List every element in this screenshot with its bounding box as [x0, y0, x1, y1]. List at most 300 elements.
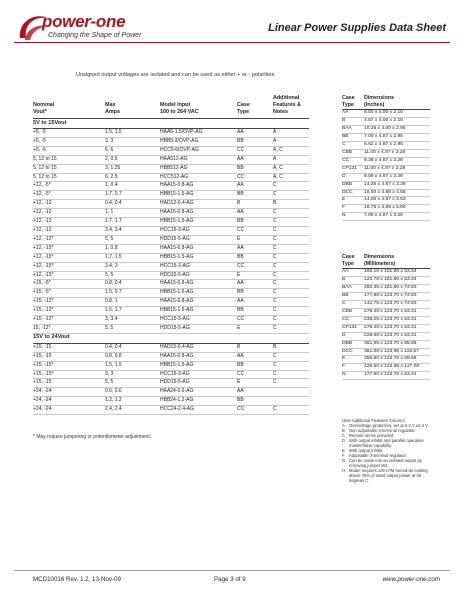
table-row	[342, 348, 430, 356]
table-cell: BAA	[342, 284, 364, 292]
table-row	[33, 226, 309, 235]
table-cell: HAA15-0.8-AG	[160, 280, 237, 289]
table-cell: +12, -12	[33, 226, 105, 235]
footnote: * May require jumpering or potentiometer adjustment.	[33, 434, 152, 440]
table-cell: HBB5-3/OVP-AG	[160, 137, 237, 146]
table-cell: 7.00 x 4.87 x 2.95	[364, 133, 430, 141]
table-cell: 1.5, 1.7	[105, 307, 160, 316]
table-row	[342, 340, 430, 348]
table-cell: 5, 5	[105, 235, 160, 244]
table-cell: HCC5-6/OVP-AG	[160, 146, 237, 155]
table-cell: 15, -12*	[33, 324, 105, 333]
table-cell: 2, 0.5	[105, 155, 160, 164]
table-cell: +15, -12*	[33, 316, 105, 325]
note-text: With output inhibit.	[349, 448, 384, 453]
table-row	[342, 213, 430, 221]
table-cell: C	[273, 379, 309, 388]
table-row	[33, 406, 309, 415]
table-cell: F	[342, 205, 364, 213]
table-cell: HAA5-1.5/OVP-AG	[160, 129, 237, 138]
table-row	[342, 372, 430, 380]
table-row	[342, 141, 430, 149]
page-number: Page 3 of 9	[214, 576, 246, 583]
table-cell: 3, 3	[105, 370, 160, 379]
table-row	[342, 356, 430, 364]
table-cell: 0.8, 0.8	[105, 352, 160, 361]
table-row	[33, 388, 309, 397]
table-cell: HAA15-0.8-AG	[160, 244, 237, 253]
note-text: Remote sense provided.	[349, 433, 395, 438]
table-cell: CC	[237, 370, 273, 379]
table-row	[33, 370, 309, 379]
table-cell: DCC	[342, 189, 364, 197]
table-cell: B	[342, 117, 364, 125]
table-cell: C	[342, 300, 364, 308]
table-cell: HDD15-5-AG	[160, 235, 237, 244]
table-cell: +5, -5	[33, 137, 105, 146]
table-cell: +12, -12	[33, 218, 105, 227]
table-cell: E	[237, 271, 273, 280]
column-header: Case Type	[342, 95, 364, 110]
table-cell: 10.25 x 4.00 x 2.95	[364, 125, 430, 133]
table-cell: B	[237, 343, 273, 352]
table-header-row	[342, 254, 430, 269]
note-key: A	[342, 423, 345, 428]
table-cell: AA	[237, 298, 273, 307]
table-cell: D	[342, 173, 364, 181]
table-row	[342, 157, 430, 165]
table-cell: B	[237, 200, 273, 209]
table-cell: HDD15-5-AG	[160, 379, 237, 388]
table-cell: N	[342, 213, 364, 221]
table-cell: +15, -15*	[33, 361, 105, 370]
table-cell: CC	[342, 316, 364, 324]
note-text: Non-adjustable 3-terminal regulator.	[349, 428, 416, 433]
table-row	[33, 209, 309, 218]
table-cell: HAA24-0.6-AG	[160, 388, 237, 397]
table-cell: A	[273, 137, 309, 146]
table-cell: AA	[237, 129, 273, 138]
table-cell: BB	[237, 253, 273, 262]
table-row	[33, 343, 309, 352]
note-text: Model requires 100 LFM forced-air cooling above 75% of rated output power at 50 degrees C.	[349, 468, 428, 483]
table-cell: HAD15-0.4-AG	[160, 343, 237, 352]
table-cell: CC	[237, 173, 273, 182]
column-header: Nominal Vout*	[33, 95, 105, 119]
table-row	[33, 271, 309, 280]
table-cell: C	[342, 141, 364, 149]
section-title: 5V to 15Vout	[33, 119, 309, 129]
table-cell: BAA	[342, 125, 364, 133]
table-cell: AA	[237, 280, 273, 289]
table-row	[342, 276, 430, 284]
table-cell: 2.4, 2.4	[105, 406, 160, 415]
table-cell: CC	[237, 262, 273, 271]
note-item	[342, 458, 434, 468]
table-row	[33, 191, 309, 200]
table-cell: BB	[342, 292, 364, 300]
column-header: Additional Features & Notes	[273, 95, 309, 119]
table-row	[342, 300, 430, 308]
table-row	[342, 205, 430, 213]
table-row	[33, 352, 309, 361]
table-cell: 5, 5	[105, 271, 160, 280]
table-cell: BB	[342, 133, 364, 141]
table-row	[342, 269, 430, 277]
table-cell: C	[273, 406, 309, 415]
section-header-row	[33, 333, 309, 343]
document-id: MCD10016 Rev. 1.2, 13-Nov-09	[33, 576, 121, 583]
table-row	[33, 137, 309, 146]
table-cell: A, C	[273, 173, 309, 182]
table-cell: 0.6, 0.6	[105, 388, 160, 397]
dimensions-mm-table	[342, 254, 430, 380]
table-cell: +24, -24	[33, 397, 105, 406]
table-cell: E	[342, 356, 364, 364]
table-row	[33, 289, 309, 298]
table-cell: HDD15-5-AG	[160, 271, 237, 280]
table-cell: 260.35 x 101.60 x 74.93	[364, 284, 430, 292]
table-cell: AA	[237, 244, 273, 253]
table-cell: 5, 12 to 15	[33, 173, 105, 182]
table-cell: A, C	[273, 164, 309, 173]
table-row	[33, 379, 309, 388]
table-cell: HBB15-1.5-AG	[160, 218, 237, 227]
table-row	[33, 155, 309, 164]
column-header: Case Type	[342, 254, 364, 269]
table-cell: HCC15-3-AG	[160, 316, 237, 325]
table-row	[33, 298, 309, 307]
table-cell: BB	[237, 218, 273, 227]
table-cell: BB	[237, 191, 273, 200]
header-divider	[14, 42, 450, 43]
dimensions-inches-table	[342, 95, 430, 221]
table-cell: +12, -15*	[33, 244, 105, 253]
note-key: D	[342, 438, 346, 443]
table-cell: 279.40 x 123.70 x 83.31	[364, 308, 430, 316]
table-cell: DBB	[342, 181, 364, 189]
note-item	[342, 438, 434, 448]
table-row	[33, 244, 309, 253]
table-cell: E	[237, 324, 273, 333]
table-cell: 14.00 x 4.87 x 3.53	[364, 197, 430, 205]
table-header-row	[342, 95, 430, 110]
note-text: Adjustable 3-terminal regulator.	[349, 453, 407, 458]
table-row	[342, 308, 430, 316]
table-cell: 9.00 x 4.87 x 3.28	[364, 173, 430, 181]
table-cell: 1, 0.4	[105, 182, 160, 191]
table-cell: CBB	[342, 308, 364, 316]
table-cell: 15.00 x 4.88 x 4.55	[364, 189, 430, 197]
table-cell: +12, -15*	[33, 253, 105, 262]
table-cell: D	[342, 332, 364, 340]
table-cell: CC	[237, 406, 273, 415]
table-cell: 3.4, 3.4	[105, 226, 160, 235]
table-cell: HCC15-3-AG	[160, 226, 237, 235]
table-cell: +15, -12*	[33, 307, 105, 316]
model-table	[33, 95, 309, 415]
table-cell: AA	[237, 352, 273, 361]
features-notes	[342, 418, 434, 483]
table-cell: +5, -5	[33, 129, 105, 138]
table-cell: 6.50 x 4.00 x 2.10	[364, 110, 430, 118]
table-row	[342, 197, 430, 205]
table-cell: 5.62 x 4.87 x 2.95	[364, 141, 430, 149]
table-cell: C	[273, 298, 309, 307]
table-row	[33, 253, 309, 262]
table-cell: E	[237, 379, 273, 388]
note-text: Overvoltage protection, set at 6.2 V ±0.4 V.	[349, 423, 429, 428]
column-header: Dimensions (Inches)	[364, 95, 430, 110]
table-row	[33, 129, 309, 138]
table-cell: HBB15-1.5-AG	[160, 307, 237, 316]
table-row	[342, 117, 430, 125]
table-cell: C	[273, 191, 309, 200]
table-cell: BB	[237, 397, 273, 406]
notes-title: (See Additional Features Column)	[342, 418, 405, 423]
table-cell	[273, 388, 309, 397]
table-cell: 142.75 x 123.70 x 74.93	[364, 300, 430, 308]
table-cell: 123.70 x 101.60 x 53.34	[364, 276, 430, 284]
table-cell: AA	[342, 269, 364, 277]
column-header: Case Type	[237, 95, 273, 119]
table-cell: 11.00 x 4.87 x 3.28	[364, 165, 430, 173]
table-cell: AA	[237, 155, 273, 164]
table-row	[33, 316, 309, 325]
table-cell: E	[342, 197, 364, 205]
logo-wordmark: power-one	[42, 12, 126, 31]
table-row	[33, 235, 309, 244]
table-cell: BB	[237, 164, 273, 173]
note-key: B	[342, 428, 345, 433]
table-cell: +15, -5*	[33, 280, 105, 289]
table-cell: B	[273, 343, 309, 352]
table-cell: C	[273, 370, 309, 379]
intro-text: Unsigned output voltages are isolated and can be used as either + or - polarities.	[76, 72, 276, 78]
table-cell: 177.80 x 123.70 x 74.93	[364, 292, 430, 300]
table-cell: CC	[237, 226, 273, 235]
table-cell: AA	[237, 209, 273, 218]
table-cell: A	[273, 155, 309, 164]
footer-divider	[14, 570, 450, 571]
table-cell: HCC24-2.4-AG	[160, 406, 237, 415]
table-row	[342, 165, 430, 173]
table-cell: C	[273, 316, 309, 325]
table-cell: 4.87 x 4.00 x 2.10	[364, 117, 430, 125]
table-cell: +15, -15*	[33, 370, 105, 379]
table-cell: 228.60 x 123.70 x 83.31	[364, 332, 430, 340]
page-title: Linear Power Supplies Data Sheet	[268, 22, 446, 34]
table-cell: 361.95 x 123.70 x 85.85	[364, 340, 430, 348]
table-cell: HCC15-3-AG	[160, 262, 237, 271]
table-row	[33, 262, 309, 271]
table-cell: C	[273, 352, 309, 361]
table-row	[342, 332, 430, 340]
table-cell: 165.10 x 101.60 x 53.34	[364, 269, 430, 277]
table-row	[342, 292, 430, 300]
table-cell: 0.8, 1	[105, 298, 160, 307]
table-cell: HBB15-1.5-AG	[160, 191, 237, 200]
table-cell: 1.7, 1.5	[105, 253, 160, 262]
table-cell: C	[273, 289, 309, 298]
table-cell: +12, -5*	[33, 191, 105, 200]
table-cell: DCC	[342, 348, 364, 356]
table-cell: DBB	[342, 340, 364, 348]
table-cell: AA	[342, 110, 364, 118]
table-cell: HBB15-1.5-AG	[160, 289, 237, 298]
table-cell: C	[273, 244, 309, 253]
table-cell: 1, 1	[105, 209, 160, 218]
table-row	[33, 307, 309, 316]
table-cell: 5, 5	[105, 324, 160, 333]
table-row	[342, 173, 430, 181]
table-cell: 3.4, 3	[105, 262, 160, 271]
table-cell: BB	[237, 307, 273, 316]
table-cell: 16.75 x 4.88 x 5.00	[364, 205, 430, 213]
table-cell: +15, -15	[33, 343, 105, 352]
table-cell: CC	[237, 146, 273, 155]
table-cell: HAA15-0.8-AG	[160, 298, 237, 307]
table-row	[342, 284, 430, 292]
table-row	[33, 280, 309, 289]
table-cell: CBB	[342, 149, 364, 157]
note-text: With output inhibit and parallel operation master/slave capability.	[349, 438, 424, 448]
table-cell: HDD15-5-AG	[160, 324, 237, 333]
table-cell: 14.25 x 4.87 x 3.38	[364, 181, 430, 189]
table-cell: 5, 12 to 15	[33, 164, 105, 173]
table-row	[342, 110, 430, 118]
table-cell: B	[273, 200, 309, 209]
table-cell: CC	[237, 316, 273, 325]
table-cell: HBB15-1.5-AG	[160, 253, 237, 262]
table-cell: 381.00 x 123.95 x 115.57	[364, 348, 430, 356]
table-cell: C	[273, 280, 309, 289]
table-cell: C	[273, 209, 309, 218]
table-cell: HAD12-0.4-AG	[160, 200, 237, 209]
table-cell: CP131	[342, 165, 364, 173]
table-row	[342, 316, 430, 324]
table-row	[33, 324, 309, 333]
table-cell: 177.80 x 123.70 x 83.31	[364, 372, 430, 380]
table-cell: 1, 0.8	[105, 244, 160, 253]
table-cell: C	[273, 324, 309, 333]
table-cell: +12, -12*	[33, 235, 105, 244]
table-cell: 6, 6	[105, 146, 160, 155]
table-cell: B	[342, 276, 364, 284]
table-cell: 5, 12 to 15	[33, 155, 105, 164]
table-cell: HAA15-0.8-AG	[160, 352, 237, 361]
table-row	[33, 361, 309, 370]
table-row	[342, 189, 430, 197]
column-header: Model Input 100 to 264 VAC	[160, 95, 237, 119]
table-cell: 3, 3.4	[105, 316, 160, 325]
table-cell: 355.60 x 123.70 x 89.66	[364, 356, 430, 364]
section-title: 15V to 24Vout	[33, 333, 309, 343]
table-cell: E	[237, 235, 273, 244]
table-row	[33, 218, 309, 227]
section-header-row	[33, 119, 309, 129]
note-text: Can be made into an isolated output by removing jumper W1.	[349, 458, 422, 468]
table-row	[33, 173, 309, 182]
table-row	[33, 164, 309, 173]
table-cell: +5, -5	[33, 146, 105, 155]
table-cell: HBB512-AG	[160, 164, 237, 173]
table-cell: HBB24-1.2-AG	[160, 397, 237, 406]
table-cell: +12, -15*	[33, 262, 105, 271]
table-row	[33, 146, 309, 155]
table-cell: F	[342, 364, 364, 372]
table-cell: C	[273, 253, 309, 262]
table-cell: C	[273, 182, 309, 191]
note-item	[342, 468, 434, 483]
column-header: Max Amps	[105, 95, 160, 119]
table-cell: 238.25 x 123.70 x 83.31	[364, 316, 430, 324]
table-cell: 425.50 x 123.95 x 127.00	[364, 364, 430, 372]
table-row	[342, 324, 430, 332]
note-key: C	[342, 433, 346, 438]
table-cell: +12, -15*	[33, 271, 105, 280]
table-cell: 1.7, 1.7	[105, 218, 160, 227]
table-row	[342, 125, 430, 133]
table-cell: C	[273, 361, 309, 370]
table-cell: AA	[237, 182, 273, 191]
table-cell: 5, 5	[105, 379, 160, 388]
table-row	[33, 182, 309, 191]
table-cell: +15, -5*	[33, 289, 105, 298]
table-row	[342, 364, 430, 372]
table-header-row	[33, 95, 309, 119]
table-cell: 3, 3	[105, 137, 160, 146]
table-cell: +15, -12*	[33, 298, 105, 307]
table-cell: 3, 1.25	[105, 164, 160, 173]
table-cell: AA	[237, 388, 273, 397]
table-cell: 1.2, 1.2	[105, 397, 160, 406]
table-row	[342, 149, 430, 157]
table-cell: 279.40 x 123.70 x 83.31	[364, 324, 430, 332]
note-key: G	[342, 458, 346, 463]
table-cell: CC	[342, 157, 364, 165]
table-cell: N	[342, 372, 364, 380]
table-cell: HAA512-AG	[160, 155, 237, 164]
table-cell: HCC512-AG	[160, 173, 237, 182]
table-cell: 0.8, 0.4	[105, 280, 160, 289]
table-cell: C	[273, 235, 309, 244]
table-cell: BB	[237, 137, 273, 146]
logo-tagline: Changing the Shape of Power	[48, 32, 142, 39]
table-cell: 7.00 x 4.87 x 3.28	[364, 213, 430, 221]
table-cell: HCC15-3-AG	[160, 370, 237, 379]
table-cell: +15, -15	[33, 379, 105, 388]
table-cell: A, C	[273, 146, 309, 155]
power-one-logo	[12, 8, 142, 50]
table-row	[342, 181, 430, 189]
table-cell: 11.00 x 4.87 x 3.28	[364, 149, 430, 157]
table-cell: CP131	[342, 324, 364, 332]
table-cell: C	[273, 307, 309, 316]
table-cell: 1.5, 0.7	[105, 289, 160, 298]
table-cell: C	[273, 262, 309, 271]
note-key: H	[342, 468, 346, 473]
table-cell: +24, -24	[33, 388, 105, 397]
table-cell: 1.5, 1.5	[105, 129, 160, 138]
table-cell: 0.4, 0.4	[105, 343, 160, 352]
table-cell: HBB15-1.5-AG	[160, 361, 237, 370]
column-header: Dimensions (Millimeters)	[364, 254, 430, 269]
table-cell: A	[273, 129, 309, 138]
table-cell: 1.5, 1.5	[105, 361, 160, 370]
table-cell: +12, -5*	[33, 182, 105, 191]
table-cell: 9.38 x 4.87 x 3.28	[364, 157, 430, 165]
